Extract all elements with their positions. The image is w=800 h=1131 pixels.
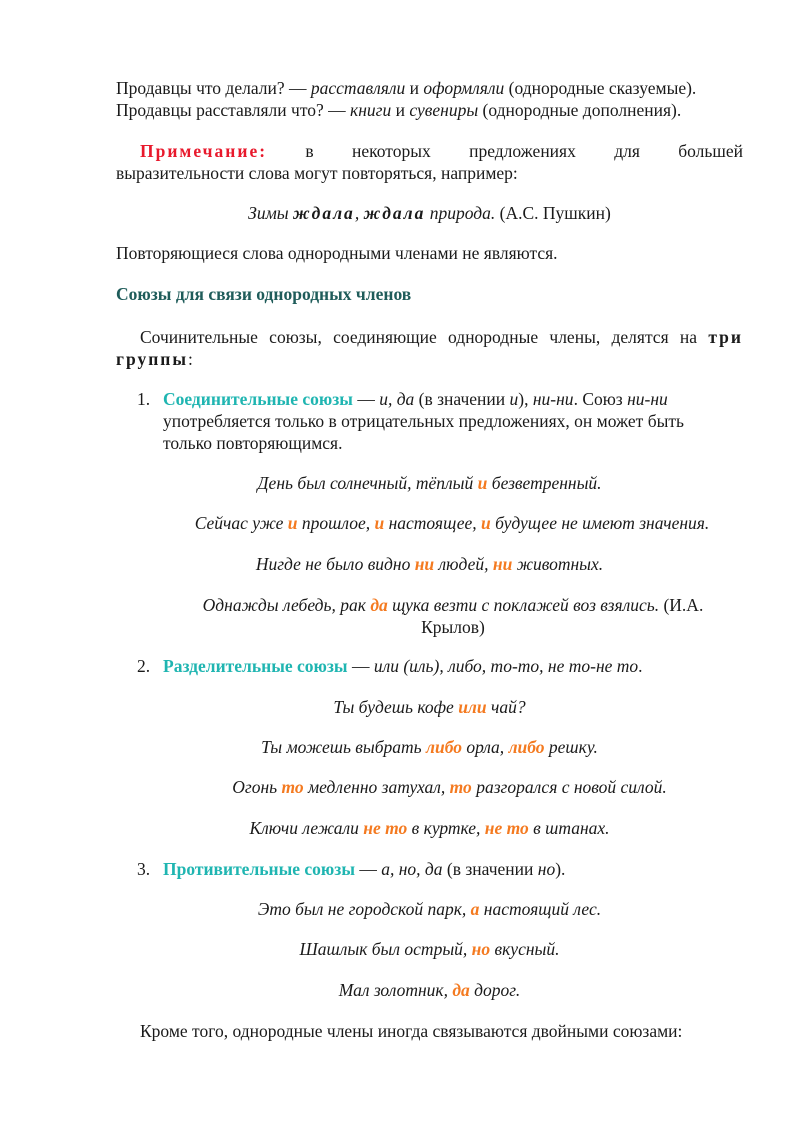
text: безветренный. (487, 473, 602, 493)
conjunction: а (470, 899, 480, 919)
conjunction: то (281, 777, 304, 797)
emphasis-word: группы (116, 349, 189, 369)
citation: (И.А. (659, 595, 704, 615)
text: Продавцы расставляли что? — (116, 100, 351, 120)
text: расставляли (310, 78, 406, 98)
text: но (537, 859, 556, 879)
example-sentence (136, 776, 763, 798)
text: и, да (379, 389, 415, 409)
emphasis-word: ждала (363, 203, 426, 223)
text: (однородные сказуемые). (504, 78, 697, 98)
list-number: 2. (137, 656, 151, 676)
conjunction: и (374, 513, 385, 533)
list-number: 1. (137, 389, 151, 409)
text: ). (555, 859, 566, 879)
intro-line-1 (116, 77, 743, 99)
text: Продавцы что делали? — (116, 78, 311, 98)
text: Ключи лежали (249, 818, 364, 838)
text: разгорался с новой силой. (471, 777, 667, 797)
text: будущее не имеют значения. (490, 513, 710, 533)
text: медленно затухал, (303, 777, 450, 797)
text: вкусный. (490, 939, 560, 959)
note-line-2 (116, 162, 743, 184)
text: Ты будешь кофе (333, 697, 459, 717)
text: только повторяющимся. (163, 433, 343, 453)
intro-line-2 (116, 99, 743, 121)
group-2-description (163, 655, 743, 677)
section-intro-line-2 (116, 348, 743, 370)
text: в штанах. (528, 818, 610, 838)
citation: Крылов) (421, 617, 485, 637)
example-sentence (116, 979, 743, 1001)
text: Мал золотник, (338, 980, 453, 1000)
group-1-description (163, 388, 743, 454)
emphasis-word: три (708, 327, 743, 347)
text: и (509, 389, 519, 409)
conjunction: и (287, 513, 298, 533)
example-sentence (163, 594, 743, 638)
text: . Союз (573, 389, 628, 409)
text: чай? (486, 697, 526, 717)
text: сувениры (409, 100, 479, 120)
text: Сочинительные союзы, соединяющие однородные члены, делятся на (140, 327, 709, 347)
section-intro-line-1 (116, 326, 743, 348)
group-title: Соединительные союзы (163, 389, 353, 409)
text: Сейчас уже (194, 513, 288, 533)
text: — (355, 859, 382, 879)
text: Нигде не было видно (255, 554, 415, 574)
example-sentence (116, 817, 743, 839)
text: оформляли (423, 78, 505, 98)
conjunction: и (477, 473, 488, 493)
text: Это был не городской парк, (257, 899, 471, 919)
text: людей, (434, 554, 493, 574)
text: ни-ни (532, 389, 574, 409)
citation: (А.С. Пушкин) (495, 203, 611, 223)
closing-text: Кроме того, однородные члены иногда связываются двойными союзами: (140, 1021, 683, 1041)
text: : (188, 349, 193, 369)
text: Повторяющиеся слова однородными членами не являются. (116, 243, 558, 263)
conjunction: или (458, 697, 487, 717)
text: природа. (425, 203, 496, 223)
note-after (116, 242, 743, 264)
text: или (иль), либо, то-то, не то-не то (373, 656, 639, 676)
text: Шашлык был острый, (299, 939, 472, 959)
text: , (354, 203, 364, 223)
text: а, но, да (381, 859, 443, 879)
conjunction: не то (363, 818, 408, 838)
conjunction: но (471, 939, 491, 959)
text: День был солнечный, тёплый (257, 473, 478, 493)
example-sentence (116, 472, 743, 494)
text: орла, (462, 737, 509, 757)
text: и (405, 78, 424, 98)
group-title: Разделительные союзы (163, 656, 348, 676)
text: настоящий лес. (479, 899, 602, 919)
conjunction: либо (426, 737, 462, 757)
text: выразительности слова могут повторяться, например: (116, 163, 518, 183)
example-sentence (116, 696, 743, 718)
text: — (352, 389, 380, 409)
text: в некоторых предложениях для большей (267, 141, 743, 161)
conjunction: и (481, 513, 491, 533)
example-sentence (116, 553, 743, 575)
text: ни-ни (627, 389, 668, 409)
text: прошлое, (297, 513, 375, 533)
text: Огонь (232, 777, 282, 797)
conjunction: то (449, 777, 472, 797)
example-sentence (116, 736, 743, 758)
example-sentence (116, 938, 743, 960)
text: животных. (512, 554, 604, 574)
section-heading: Союзы для связи однородных членов (116, 284, 412, 304)
text: (в значении (442, 859, 538, 879)
text: настоящее, (384, 513, 481, 533)
text: и (391, 100, 410, 120)
conjunction: либо (508, 737, 545, 757)
note-line-1 (116, 140, 743, 162)
text: решку. (544, 737, 598, 757)
note-example (116, 202, 743, 224)
text: Зимы (248, 203, 293, 223)
conjunction: да (370, 595, 388, 615)
text: в куртке, (407, 818, 485, 838)
text: щука везти с поклажей воз взялись. (387, 595, 660, 615)
text: дорог. (469, 980, 521, 1000)
text: . (638, 656, 643, 676)
text: Ты можешь выбрать (261, 737, 427, 757)
conjunction: ни (414, 554, 435, 574)
text: (в значении (414, 389, 510, 409)
text: книги (350, 100, 392, 120)
group-title: Противительные союзы (163, 859, 355, 879)
example-sentence (116, 898, 743, 920)
list-number: 3. (137, 859, 151, 879)
conjunction: ни (492, 554, 513, 574)
text: ), (518, 389, 533, 409)
text: Однажды лебедь, рак (202, 595, 371, 615)
conjunction: не то (484, 818, 529, 838)
text: употребляется только в отрицательных предложениях, он может быть (163, 411, 684, 431)
note-label: Примечание: (140, 141, 268, 161)
emphasis-word: ждала (292, 203, 355, 223)
conjunction: да (452, 980, 470, 1000)
example-sentence (112, 512, 792, 534)
group-3-description (163, 858, 743, 880)
text: (однородные дополнения). (478, 100, 682, 120)
text: — (347, 656, 374, 676)
